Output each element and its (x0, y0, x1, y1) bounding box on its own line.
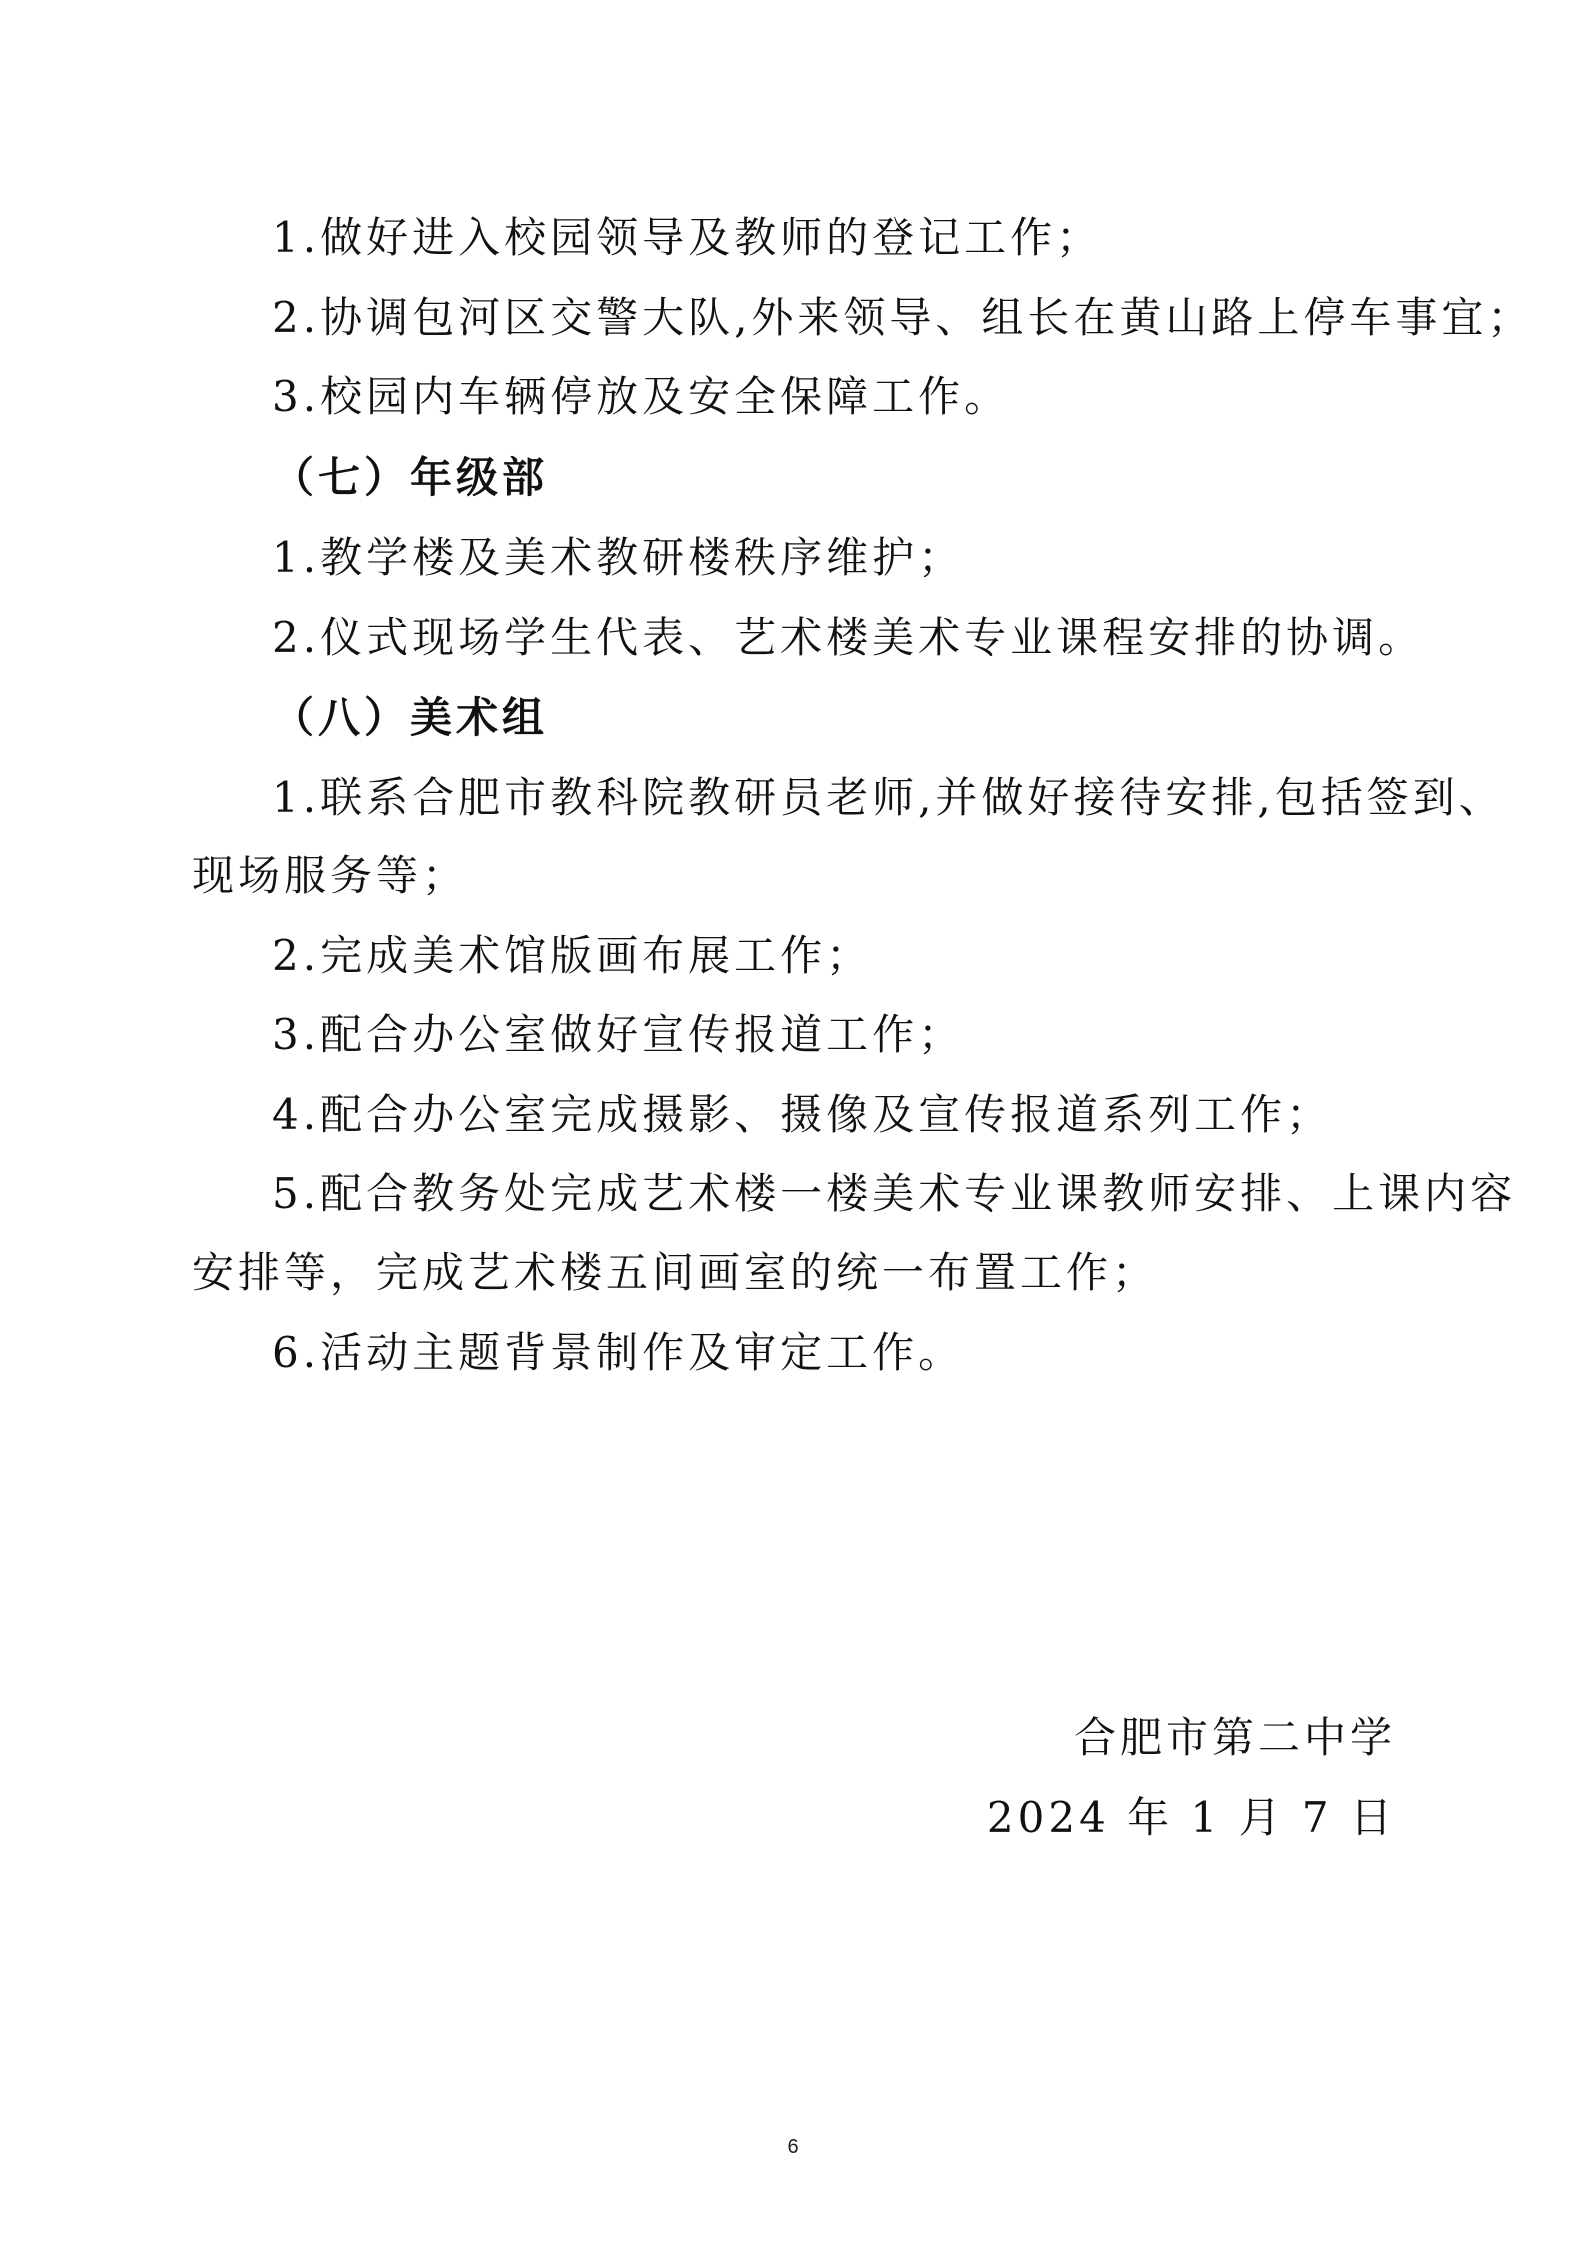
text-line-background: 6.活动主题背景制作及审定工作。 (272, 1328, 965, 1377)
text-line-contact: 1.联系合肥市教科院教研员老师,并做好接待安排,包括签到、 (272, 773, 1505, 822)
text-line-ceremony: 2.仪式现场学生代表、艺术楼美术专业课程安排的协调。 (272, 613, 1425, 662)
text-line-parking: 3.校园内车辆停放及安全保障工作。 (272, 372, 1011, 421)
section-heading-grade: （七）年级部 (272, 453, 549, 502)
text-line-classroom-continuation: 安排等，完成艺术楼五间画室的统一布置工作； (192, 1248, 1159, 1297)
text-line-teacher-arrangement: 5.配合教务处完成艺术楼一楼美术专业课教师安排、上课内容 (272, 1169, 1517, 1218)
text-line-exhibition: 2.完成美术馆版画布展工作； (272, 931, 873, 980)
text-line-publicity: 3.配合办公室做好宣传报道工作； (272, 1010, 965, 1059)
text-line-registration: 1.做好进入校园领导及教师的登记工作； (272, 213, 1103, 262)
text-line-traffic: 2.协调包河区交警大队,外来领导、组长在黄山路上停车事宜； (272, 293, 1534, 342)
signature-date: 2024 年 1 月 7 日 (986, 1793, 1396, 1842)
section-heading-art: （八）美术组 (272, 693, 549, 742)
text-line-order: 1.教学楼及美术教研楼秩序维护； (272, 533, 965, 582)
signature-organization: 合肥市第二中学 (1073, 1713, 1396, 1762)
text-line-service-continuation: 现场服务等； (192, 851, 469, 900)
text-line-photography: 4.配合办公室完成摄影、摄像及宣传报道系列工作； (272, 1090, 1333, 1139)
page-number: 6 (787, 2136, 799, 2158)
